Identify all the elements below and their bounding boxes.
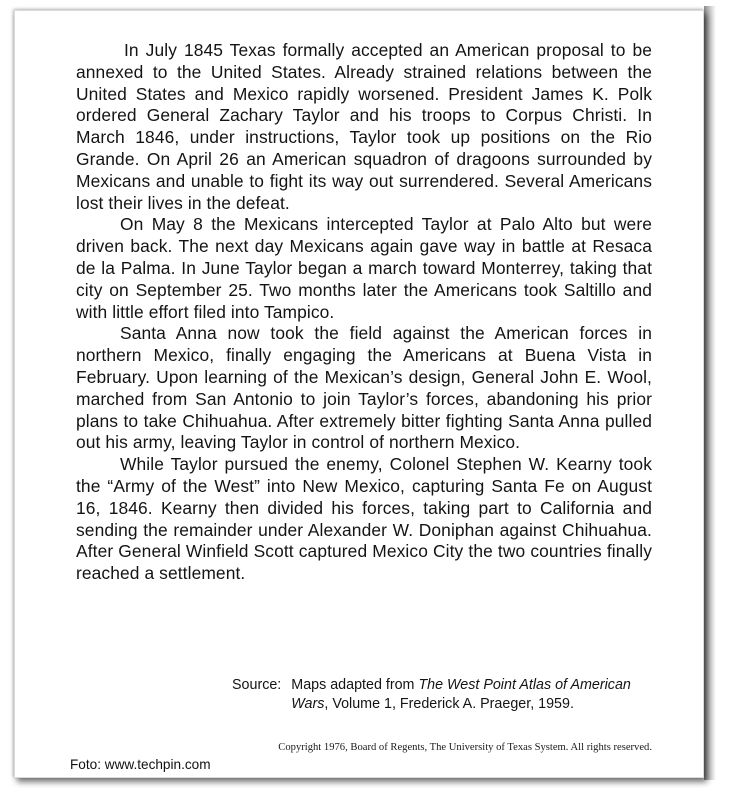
source-citation — [232, 676, 662, 714]
paragraph-1: In July 1845 Texas formally accepted an American proposal to be annexed to the United States. Already strained relations between the United States and Mexico rapidly worsened. President James K. Polk ordered General Zachary Taylor and his troops to Corpus Christi. In March 1846, under instructions, Taylor took up positions on the Rio Grande. On April 26 an American squadron of dragoons surrounded by Mexicans and unable to fight its way out surrendered. Several Americans lost their lives in the defeat. — [76, 40, 652, 213]
source-book-title: The West Point Atlas of American Wars — [291, 677, 631, 712]
source-label: Source: — [232, 677, 282, 693]
paragraph-4: While Taylor pursued the enemy, Colonel Stephen W. Kearny took the “Army of the West” into New Mexico, capturing Santa Fe on August 16, 1846. Kearny then divided his forces, taking part to California and sending the remainder under Alexander W. Doniphan against Chihuahua. After General Winfield Scott captured Mexico City the two countries finally reached a settlement. — [76, 454, 652, 584]
page-edge-shadow — [704, 6, 716, 780]
body-text — [76, 40, 652, 585]
source-prefix: Maps adapted from — [291, 677, 419, 693]
paragraph-2: On May 8 the Mexicans intercepted Taylor at Palo Alto but were driven back. The next day Mexicans again gave way in battle at Resaca de la Palma. In June Taylor began a march toward Monterrey, taking that city on September 25. Two months later the Americans took Saltillo and with little effort filed into Tampico. — [76, 214, 652, 322]
copyright-notice: Copyright 1976, Board of Regents, The University of Texas System. All rights reserved. — [278, 742, 652, 753]
photo-credit: Foto: www.techpin.com — [70, 757, 211, 772]
source-text — [291, 676, 662, 714]
source-suffix: , Volume 1, Frederick A. Praeger, 1959. — [324, 696, 574, 712]
paragraph-3: Santa Anna now took the field against the American forces in northern Mexico, finally engaging the Americans at Buena Vista in February. Upon learning of the Mexican’s design, General John E. Wool, marched from San Antonio to join Taylor’s forces, abandoning his prior plans to take Chihuahua. After extremely bitter fighting Santa Anna pulled out his army, leaving Taylor in control of northern Mexico. — [76, 323, 652, 453]
